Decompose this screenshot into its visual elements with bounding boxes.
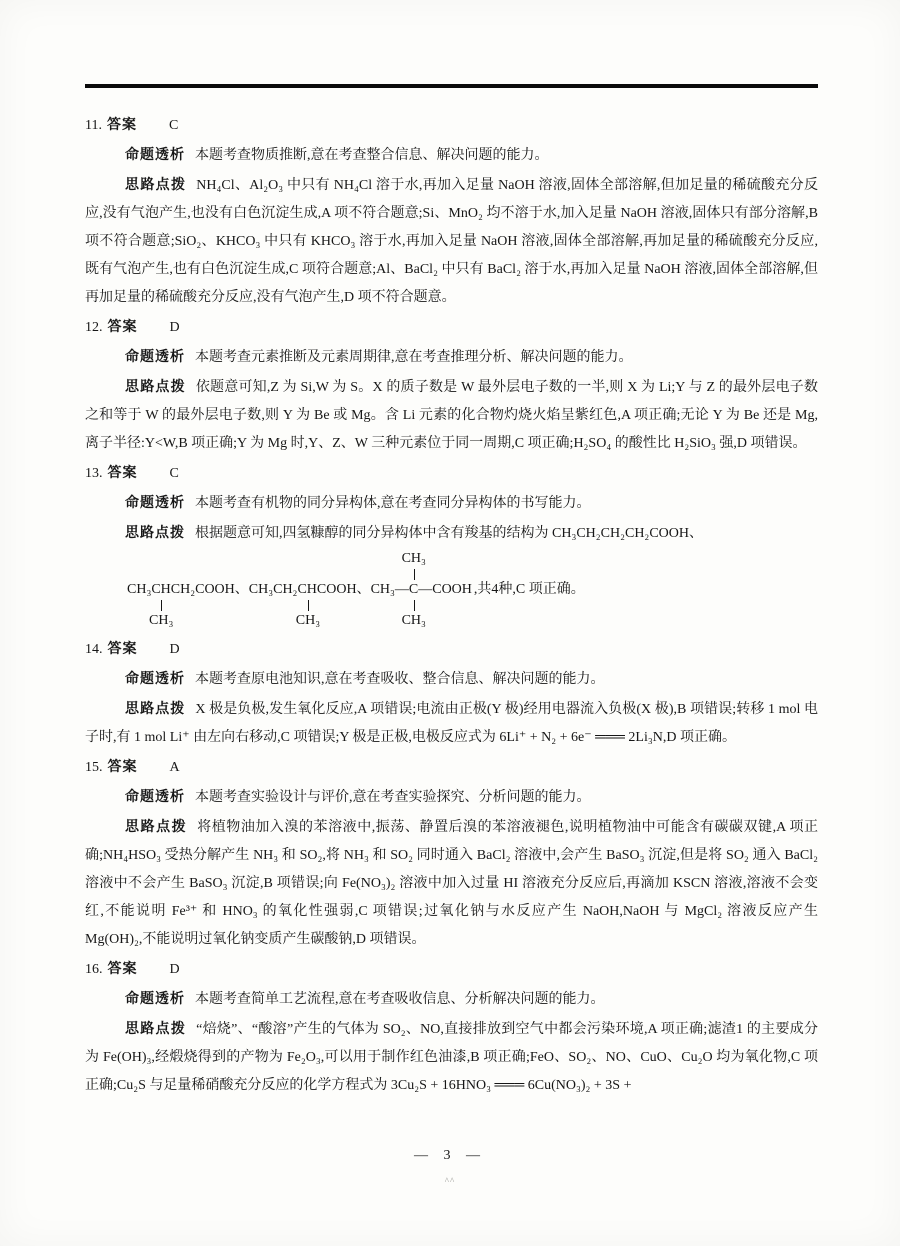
top-rule-divider [85,84,818,88]
analysis-paragraph [85,782,818,812]
analysis-label: 命题透析 [125,670,185,686]
question-15 [85,752,818,954]
analysis-text: 本题考查实验设计与评价,意在考查实验探究、分析问题的能力。 [195,790,591,805]
structure-main-formula: CH₃CH₂CHCOOH、 [248,582,371,597]
scan-artifact: ^^ [444,1176,456,1186]
isomer-structure-2 [248,581,371,628]
tips-label: 思路点拨 [125,818,188,834]
analysis-label: 命题透析 [125,146,185,162]
analysis-text: 本题考查原电池知识,意在考查吸收、整合信息、解决问题的能力。 [195,672,605,687]
question-number: 14. [85,642,103,657]
answer-letter: C [169,466,179,481]
isomer-structure-1 [127,581,249,628]
tips-text: NH₄Cl、Al₂O₃ 中只有 NH₄Cl 溶于水,再加入足量 NaOH 溶液,固体全部溶解,但加足量的稀硫酸充分反应,没有气泡产生,也没有白色沉淀生成,A 项不符合题意;Si、MnO₂ 均不溶于水,加入足量 NaOH 溶液,固体只有部分溶解,B 项不符合题意;SiO₂、KHCO₃ 中只有 KHCO₃ 溶于水,再加入足量 NaOH 溶液,固体全部溶解,再加足量的稀硫酸充分反应,既有气泡产生,也有白色沉淀生成,C 项符合题意;Al、BaCl₂ 中只有 BaCl₂ 溶于水,再加入足量 NaOH 溶液,固体全部溶解,但再加足量的稀硫酸充分反应,没有气泡产生,D 项不符合题意。 [85,178,818,305]
single-bond [308,600,309,611]
analysis-text: 本题考查简单工艺流程,意在考查吸收信息、分析解决问题的能力。 [195,992,605,1007]
answer-line [85,110,818,140]
analysis-paragraph [85,140,818,170]
question-12 [85,312,818,458]
question-number: 12. [85,320,103,335]
single-bond [161,600,162,611]
analysis-paragraph [85,488,818,518]
structure-main-formula: CH₃CHCH₂COOH、 [127,582,249,597]
isomer-structures [85,551,818,628]
answer-line [85,634,818,664]
analysis-label: 命题透析 [125,494,185,510]
tips-text: 依题意可知,Z 为 Si,W 为 S。X 的质子数是 W 最外层电子数的一半,则 X 为 Li;Y 与 Z 的最外层电子数之和等于 W 的最外层电子数,则 Y 为 Be 或 Mg。含 Li 元素的化合物灼烧火焰呈紫红色,A 项正确;无论 Y 为 Be 还是 Mg,离子半径:Y<W,B 项正确;Y 为 Mg 时,Y、Z、W 三种元素位于同一周期,C 项正确;H₂SO₄ 的酸性比 H₂SiO₃ 强,D 项错误。 [85,380,819,451]
analysis-paragraph [85,664,818,694]
tips-text: “焙烧”、“酸溶”产生的气体为 SO₂、NO,直接排放到空气中都会污染环境,A 项正确;滤渣1 的主要成分为 Fe(OH)₃,经煅烧得到的产物为 Fe₂O₃,可以用于制作红色油漆,B 项正确;FeO、SO₂、NO、CuO、Cu₂O 均为氧化物,C 项正确;Cu₂S 与足量稀硝酸充分反应的化学方程式为 3Cu₂S + 16HNO₃ ═══ 6Cu(NO₃)₂ + 3S + [85,1022,819,1093]
question-number: 15. [85,760,103,775]
question-13 [85,458,818,628]
methyl-substituent: CH₃ [149,613,174,628]
tips-label: 思路点拨 [125,378,186,394]
answer-letter: C [168,118,179,133]
analysis-paragraph [85,984,818,1014]
tips-paragraph [85,1014,818,1100]
single-bond [414,569,415,580]
tips-paragraph [85,694,818,752]
tips-paragraph [85,170,818,312]
analysis-label: 命题透析 [125,348,185,364]
answer-label: 答案 [106,116,137,132]
structure-main-formula: CH₃—C—COOH [370,582,472,597]
analysis-text: 本题考查物质推断,意在考查整合信息、解决问题的能力。 [195,148,549,163]
methyl-substituent: CH₃ [401,613,426,628]
answer-line [85,458,818,488]
answer-letter: D [169,642,180,657]
answer-letter: A [169,760,180,775]
answer-line [85,954,818,984]
page-number: — 3 — [414,1148,486,1163]
tips-text: 将植物油加入溴的苯溶液中,振荡、静置后溴的苯溶液褪色,说明植物油中可能含有碳碳双键,A 项正确;NH₄HSO₃ 受热分解产生 NH₃ 和 SO₂,将 NH₃ 和 SO₂ 同时通入 BaCl₂ 溶液中,会产生 BaSO₃ 沉淀,但是将 SO₂ 通入 BaCl₂ 溶液中不会产生 BaSO₃ 沉淀,B 项错误;向 Fe(NO₃)₂ 溶液中加入过量 HI 溶液充分反应后,再滴加 KSCN 溶液,溶液不会变红,不能说明 Fe³⁺ 和 HNO₃ 的氧化性强弱,C 项错误;过氧化钠与水反应产生 NaOH,NaOH 与 MgCl₂ 溶液反应产生 Mg(OH)₂,不能说明过氧化钠变质产生碳酸钠,D 项错误。 [85,820,818,947]
answer-label: 答案 [107,960,138,976]
tips-label: 思路点拨 [125,700,186,716]
answer-letter: D [169,320,180,335]
question-number: 16. [85,962,103,977]
methyl-substituent: CH₃ [401,551,426,566]
answer-label: 答案 [107,464,138,480]
analysis-label: 命题透析 [125,990,185,1006]
answer-label: 答案 [107,758,138,774]
question-number: 13. [85,466,103,481]
page-content [85,110,818,1100]
answer-line [85,752,818,782]
question-number: 11. [85,118,102,133]
analysis-label: 命题透析 [125,788,185,804]
tips-tail-text: ,共4种,C 项正确。 [473,582,585,597]
analysis-text: 本题考查元素推断及元素周期律,意在考查推理分析、解决问题的能力。 [195,350,633,365]
answer-line [85,312,818,342]
question-11 [85,110,818,312]
question-16 [85,954,818,1100]
tips-paragraph [85,812,818,954]
analysis-text: 本题考查有机物的同分异构体,意在考查同分异构体的书写能力。 [195,496,591,511]
tips-paragraph [85,518,818,548]
tips-label: 思路点拨 [125,176,187,192]
answer-label: 答案 [107,640,138,656]
question-14 [85,634,818,752]
tips-label: 思路点拨 [125,1020,187,1036]
tips-label: 思路点拨 [125,524,185,540]
tips-intro-text: 根据题意可知,四氢糠醇的同分异构体中含有羧基的结构为 CH₃CH₂CH₂CH₂COOH、 [195,526,703,541]
answer-letter: D [169,962,180,977]
answer-label: 答案 [107,318,138,334]
isomer-structure-3 [370,551,472,628]
tips-text: X 极是负极,发生氧化反应,A 项错误;电流由正极(Y 极)经用电器流入负极(X 极),B 项错误;转移 1 mol 电子时,有 1 mol Li⁺ 由左向右移动,C 项错误;Y 极是正极,电极反应式为 6Li⁺ + N₂ + 6e⁻ ═══ 2Li₃N,D 项正确。 [85,702,819,745]
methyl-substituent: CH₃ [295,613,321,628]
single-bond [414,600,415,611]
tips-paragraph [85,372,818,458]
analysis-paragraph [85,342,818,372]
